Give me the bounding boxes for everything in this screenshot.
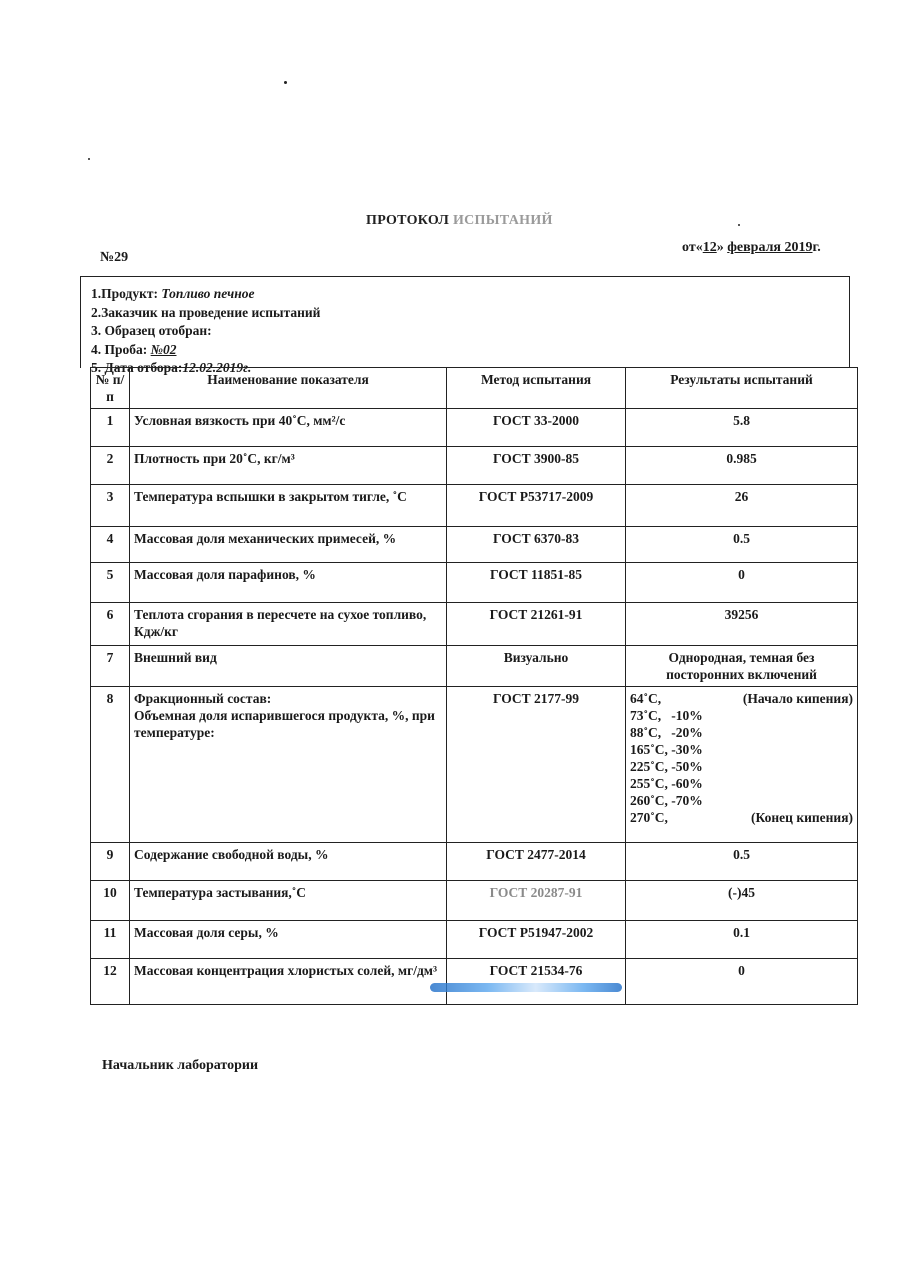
test-result: 0.5 bbox=[626, 527, 858, 563]
test-method: ГОСТ 21534-76 bbox=[447, 959, 626, 1005]
date-mid: » bbox=[716, 240, 728, 255]
fraction-line bbox=[630, 690, 853, 707]
indicator-name: Массовая концентрация хлористых солей, мг/дм³ bbox=[130, 959, 447, 1005]
document-title bbox=[366, 213, 553, 229]
sampled-by-row: 3. Образец отобран: bbox=[91, 323, 212, 338]
test-method: ГОСТ 21261-91 bbox=[447, 603, 626, 646]
test-method: ГОСТ 11851-85 bbox=[447, 563, 626, 603]
lab-head-signature-label: Начальник лаборатории bbox=[102, 1058, 259, 1073]
test-method: ГОСТ 3900-85 bbox=[447, 447, 626, 485]
date-month: февраля 2019 bbox=[727, 240, 813, 255]
indicator-name: Теплота сгорания в пересчете на сухое топливо, Кдж/кг bbox=[130, 603, 447, 646]
test-result: 0.985 bbox=[626, 447, 858, 485]
test-result: Однородная, темная без посторонних включений bbox=[626, 646, 858, 687]
row-number: 12 bbox=[91, 959, 130, 1005]
test-result: 0.1 bbox=[626, 921, 858, 959]
table-row bbox=[91, 881, 858, 921]
test-result: 5.8 bbox=[626, 409, 858, 447]
date-suffix: г. bbox=[812, 240, 821, 255]
table-row bbox=[91, 646, 858, 687]
row-number: 10 bbox=[91, 881, 130, 921]
fraction-temp: 270˚С, bbox=[630, 810, 668, 825]
indicator-name bbox=[130, 687, 447, 843]
fraction-line: 225˚С, -50% bbox=[630, 759, 703, 774]
table-header-row bbox=[91, 368, 858, 409]
fraction-line: 255˚С, -60% bbox=[630, 776, 703, 791]
row-number: 6 bbox=[91, 603, 130, 646]
fraction-line: 165˚С, -30% bbox=[630, 742, 703, 757]
fraction-line: 260˚С, -70% bbox=[630, 793, 703, 808]
table-row bbox=[91, 485, 858, 527]
sample-row bbox=[91, 341, 849, 360]
test-method: ГОСТ 2477-2014 bbox=[447, 843, 626, 881]
test-result: (-)45 bbox=[626, 881, 858, 921]
sample-value: №02 bbox=[150, 341, 177, 357]
customer-row: 2.Заказчик на проведение испытаний bbox=[91, 304, 321, 320]
row-number: 3 bbox=[91, 485, 130, 527]
table-row bbox=[91, 921, 858, 959]
test-result: 0 bbox=[626, 563, 858, 603]
fraction-line: 88˚С, -20% bbox=[630, 725, 703, 740]
table-row bbox=[91, 527, 858, 563]
scan-speck bbox=[738, 224, 740, 226]
header-method: Метод испытания bbox=[447, 368, 626, 409]
scan-speck bbox=[284, 81, 287, 84]
sample-info-block bbox=[80, 276, 850, 375]
test-method: ГОСТ Р51947-2002 bbox=[447, 921, 626, 959]
header-number: № п/п bbox=[91, 368, 130, 409]
test-result: 26 bbox=[626, 485, 858, 527]
product-label: 1.Продукт: bbox=[91, 286, 162, 301]
fraction-note: (Конец кипения) bbox=[751, 810, 853, 825]
test-method: ГОСТ 2177-99 bbox=[447, 687, 626, 843]
row-number: 5 bbox=[91, 563, 130, 603]
header-result: Результаты испытаний bbox=[626, 368, 858, 409]
row-number: 8 bbox=[91, 687, 130, 843]
test-method: Визуально bbox=[447, 646, 626, 687]
row-number: 1 bbox=[91, 409, 130, 447]
indicator-name: Внешний вид bbox=[130, 646, 447, 687]
table-row bbox=[91, 687, 858, 843]
scan-speck bbox=[88, 158, 90, 160]
row-number: 2 bbox=[91, 447, 130, 485]
header-indicator: Наименование показателя bbox=[130, 368, 447, 409]
test-method: ГОСТ 20287-91 bbox=[447, 881, 626, 921]
fraction-line: 73˚С, -10% bbox=[630, 708, 703, 723]
product-value: Топливо печное bbox=[161, 286, 255, 301]
scan-artifact bbox=[430, 983, 622, 992]
test-method: ГОСТ Р53717-2009 bbox=[447, 485, 626, 527]
sampling-date-value: 12.02.2019г. bbox=[182, 360, 252, 375]
protocol-number: №29 bbox=[100, 250, 129, 265]
table-row bbox=[91, 603, 858, 646]
test-method: ГОСТ 6370-83 bbox=[447, 527, 626, 563]
row-number: 9 bbox=[91, 843, 130, 881]
fraction-line bbox=[630, 809, 853, 826]
table-row bbox=[91, 409, 858, 447]
indicator-name: Массовая доля механических примесей, % bbox=[130, 527, 447, 563]
indicator-name: Массовая доля серы, % bbox=[130, 921, 447, 959]
indicator-name: Условная вязкость при 40˚С, мм²/с bbox=[130, 409, 447, 447]
table-row bbox=[91, 843, 858, 881]
fraction-temp: 64˚С, bbox=[630, 691, 662, 706]
results-table bbox=[90, 367, 858, 1005]
row-number: 7 bbox=[91, 646, 130, 687]
indicator-name: Плотность при 20˚С, кг/м³ bbox=[130, 447, 447, 485]
date-prefix: от« bbox=[682, 240, 703, 255]
fraction-note: (Начало кипения) bbox=[742, 691, 853, 706]
table-row bbox=[91, 447, 858, 485]
protocol-date bbox=[682, 240, 821, 256]
date-day: 12 bbox=[702, 240, 717, 255]
test-result: 0 bbox=[626, 959, 858, 1005]
indicator-name: Массовая доля парафинов, % bbox=[130, 563, 447, 603]
row-number: 11 bbox=[91, 921, 130, 959]
fraction-results bbox=[626, 687, 858, 843]
indicator-name: Температура застывания,˚С bbox=[130, 881, 447, 921]
table-row bbox=[91, 959, 858, 1005]
indicator-name: Содержание свободной воды, % bbox=[130, 843, 447, 881]
fraction-title: Фракционный состав: bbox=[134, 691, 272, 706]
table-row bbox=[91, 563, 858, 603]
product-row bbox=[91, 285, 849, 304]
sample-label: 4. Проба: bbox=[91, 341, 151, 357]
title-faded: ИСПЫТАНИЙ bbox=[452, 213, 553, 228]
row-number: 4 bbox=[91, 527, 130, 563]
title-main: ПРОТОКОЛ bbox=[366, 213, 450, 228]
sampling-date-label: 5. Дата отбора: bbox=[91, 360, 183, 375]
indicator-name: Температура вспышки в закрытом тигле, ˚С bbox=[130, 485, 447, 527]
fraction-subtitle: Объемная доля испарившегося продукта, %, при температуре: bbox=[134, 708, 435, 740]
test-method: ГОСТ 33-2000 bbox=[447, 409, 626, 447]
test-result: 0.5 bbox=[626, 843, 858, 881]
test-result: 39256 bbox=[626, 603, 858, 646]
